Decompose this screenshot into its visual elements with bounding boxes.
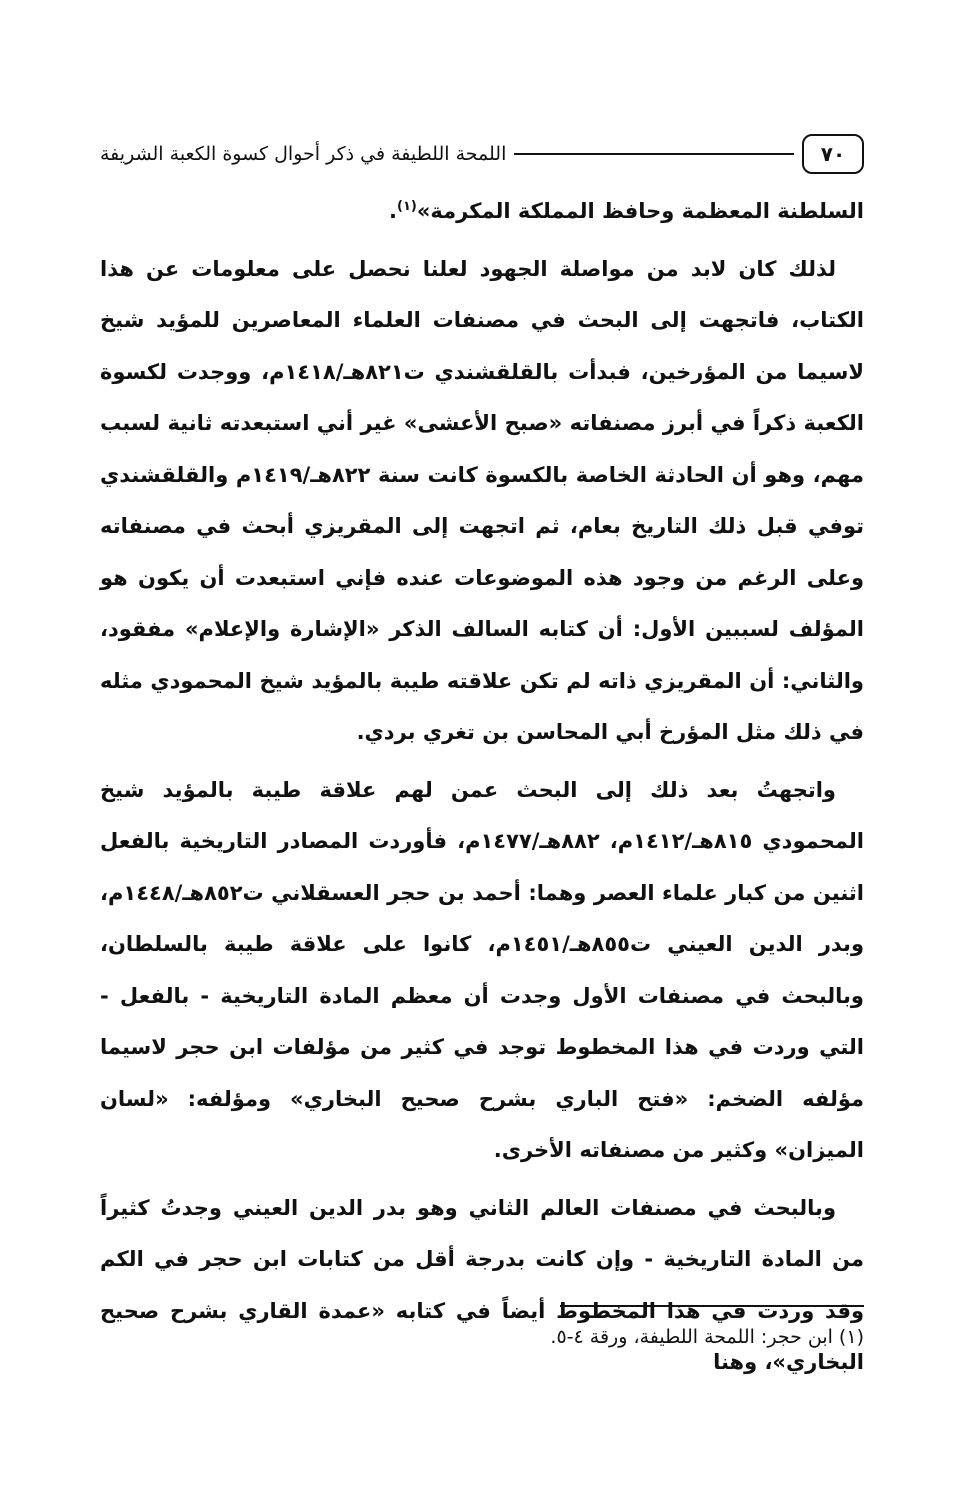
paragraph-1-end: . bbox=[389, 199, 398, 223]
running-header bbox=[100, 132, 864, 176]
footnote-rule bbox=[560, 1305, 864, 1307]
footnote-reference: (١) bbox=[397, 199, 417, 214]
page-number: ٧٠ bbox=[802, 134, 864, 174]
footnote: (١) ابن حجر: اللمحة اللطيفة، ورقة ٤-٥. bbox=[550, 1326, 864, 1348]
paragraph-2: لذلك كان لابد من مواصلة الجهود لعلنا نحصل على معلومات عن هذا الكتاب، فاتجهت إلى البحث في مصنفات العلماء المعاصرين للمؤيد شيخ لاسيما من المؤرخين، فبدأت بالقلقشندي ت٨٢١هـ/١٤١٨م، ووجدت لكسوة الكعبة ذكراً في أبرز مصنفاته «صبح الأعشى» غير أني استبعدته ثانية لسبب مهم، وهو أن الحادثة الخاصة بالكسوة كانت سنة ٨٢٢هـ/١٤١٩م والقلقشندي توفي قبل ذلك التاريخ بعام، ثم اتجهت إلى المقريزي أبحث في مصنفاته وعلى الرغم من وجود هذه الموضوعات عنده فإني استبعدت أن يكون هو المؤلف لسببين الأول: أن كتابه السالف الذكر «الإشارة والإعلام» مفقود، والثاني: أن المقريزي ذاته لم تكن علاقته طيبة بالمؤيد شيخ المحمودي مثله في ذلك مثل المؤرخ أبي المحاسن بن تغري بردي. bbox=[100, 256, 864, 744]
body-text bbox=[100, 186, 864, 1395]
paragraph-4: وبالبحث في مصنفات العالم الثاني وهو بدر الدين العيني وجدتُ كثيراً من المادة التاريخية - وإن كانت بدرجة أقل من كتابات ابن حجر في الكم وقد وردت في هذا المخطوط أيضاً في كتابه «عمدة القاري بشرح صحيح البخاري»، وهنا bbox=[100, 1195, 864, 1374]
paragraph-1 bbox=[100, 186, 864, 238]
paragraph-1-text: السلطنة المعظمة وحافظ المملكة المكرمة» bbox=[416, 199, 864, 223]
running-title: اللمحة اللطيفة في ذكر أحوال كسوة الكعبة الشريفة bbox=[100, 143, 507, 165]
paragraph-3: واتجهتُ بعد ذلك إلى البحث عمن لهم علاقة طيبة بالمؤيد شيخ المحمودي ٨١٥هـ/١٤١٢م، ٨٨٢هـ/١٤٧٧م، فأوردت المصادر التاريخية بالفعل اثنين من كبار علماء العصر وهما: أحمد بن حجر العسقلاني ت٨٥٢هـ/١٤٤٨م، وبدر الدين العيني ت٨٥٥هـ/١٤٥١م، كانوا على علاقة طيبة بالسلطان، وبالبحث في مصنفات الأول وجدت أن معظم المادة التاريخية - بالفعل - التي وردت في هذا المخطوط توجد في كثير من مؤلفات ابن حجر لاسيما مؤلفه الضخم: «فتح الباري بشرح صحيح البخاري» ومؤلفه: «لسان الميزان» وكثير من مصنفاته الأخرى. bbox=[100, 777, 864, 1162]
header-rule bbox=[514, 153, 794, 155]
